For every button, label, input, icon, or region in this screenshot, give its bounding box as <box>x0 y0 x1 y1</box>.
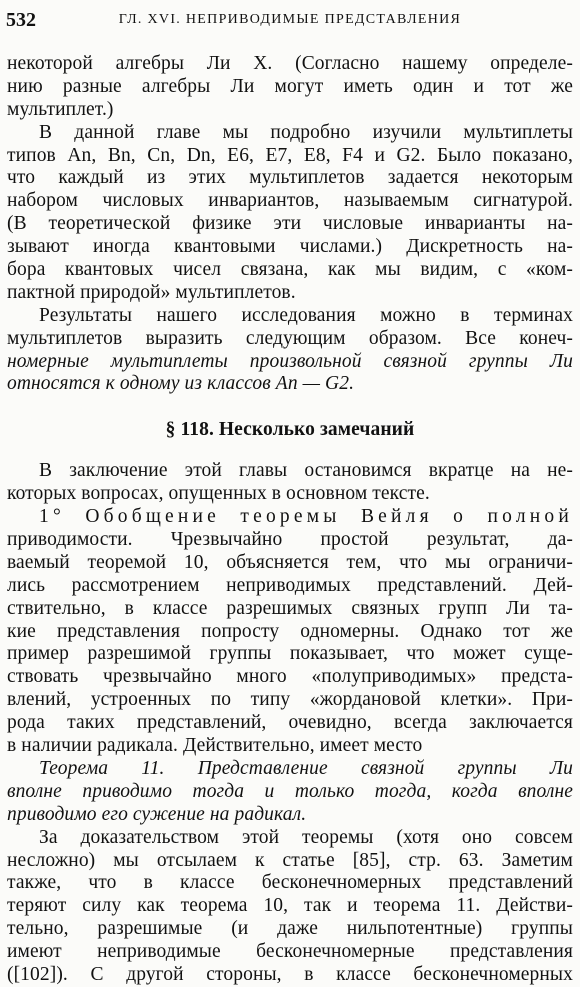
page-body <box>7 53 573 987</box>
theorem-line: вполне приводимо тогда и только тогда, когда вполне <box>7 780 573 802</box>
text-line: приводимости. Чрезвычайно простой результат, да- <box>7 529 573 551</box>
text-line: бора квантовых чисел связана, как мы видим, с «ком- <box>7 259 573 281</box>
text-line: кие представления попросту одномерны. Однако тот же <box>7 620 573 642</box>
text-line: лись рассмотрением неприводимых представлений. Дей- <box>7 574 573 596</box>
page-header <box>6 8 574 32</box>
text-line: рода таких представлений, очевидно, всегда заключается <box>7 712 573 734</box>
text-line: Результаты нашего исследования можно в терминах <box>39 304 573 326</box>
text-line: нию разные алгебры Ли могут иметь один и тот же <box>7 75 573 97</box>
text-line: пактной природой» мультиплетов. <box>7 281 296 303</box>
text-line: также, что в классе бесконечномерных представлений <box>7 872 573 894</box>
text-line: которых вопросах, опущенных в основном тексте. <box>7 483 430 505</box>
text-line: тельно, разрешимые (и даже нильпотентные) группы <box>7 918 573 940</box>
theorem-line: Теорема 11. Представление связной группы Ли <box>39 757 573 779</box>
text-line: типов An, Bn, Cn, Dn, E6, E7, E8, F4 и G2. Было показано, <box>7 144 573 166</box>
text-line: в наличии радикала. Действительно, имеет место <box>7 735 423 757</box>
text-line: имеют неприводимые бесконечномерные представления <box>7 941 573 963</box>
text-line: В заключение этой главы остановимся вкратце на не- <box>39 460 573 482</box>
theorem-line: приводимо его сужение на радикал. <box>7 803 307 825</box>
text-line: (В теоретической физике эти числовые инварианты на- <box>7 213 573 235</box>
text-line: что каждый из этих мультиплетов задается некоторым <box>7 167 573 189</box>
text-line: В данной главе мы подробно изучили мультиплеты <box>39 121 573 143</box>
text-line: ствовать чрезвычайно много «полуприводимых» предста- <box>7 666 573 688</box>
text-line: ([102]). С другой стороны, в классе бесконечномерных <box>7 963 573 985</box>
text-line: мультиплетов выразить следующим образом. Все конеч- <box>7 327 573 349</box>
text-line: мультиплет.) <box>7 98 114 120</box>
text-line: набором числовых инвариантов, называемым сигнатурой. <box>7 190 573 212</box>
subsection-title: 1° Обобщение теоремы Вейля о полной <box>39 506 573 528</box>
text-line: некоторой алгебры Ли X. (Согласно нашему определе- <box>7 53 573 74</box>
text-line: За доказательством этой теоремы (хотя оно совсем <box>39 826 573 848</box>
text-line: несложно) мы отсылаем к статье [85], стр. 63. Заметим <box>7 849 573 871</box>
text-line: влений, устроенных по типу «жордановой клетки». При- <box>7 689 573 711</box>
text-line: теряют силу как теорема 10, так и теорема 11. Действи- <box>7 895 573 917</box>
text-line: относятся к одному из классов An — G2. <box>7 373 355 395</box>
text-line: ствительно, в классе разрешимых связных групп Ли та- <box>7 597 573 619</box>
section-heading: § 118. Несколько замечаний <box>165 419 415 441</box>
text-line: зывают иногда квантовыми числами.) Дискретность на- <box>7 236 573 258</box>
page-number: 532 <box>6 9 36 31</box>
text-line: номерные мультиплеты произвольной связной группы Ли <box>7 350 573 372</box>
text-line: пример разрешимой группы показывает, что может суще- <box>7 643 573 665</box>
running-head: ГЛ. XVI. НЕПРИВОДИМЫЕ ПРЕДСТАВЛЕНИЯ <box>118 12 462 27</box>
text-line: ваемый теоремой 10, объясняется тем, что мы ограничи- <box>7 551 573 573</box>
